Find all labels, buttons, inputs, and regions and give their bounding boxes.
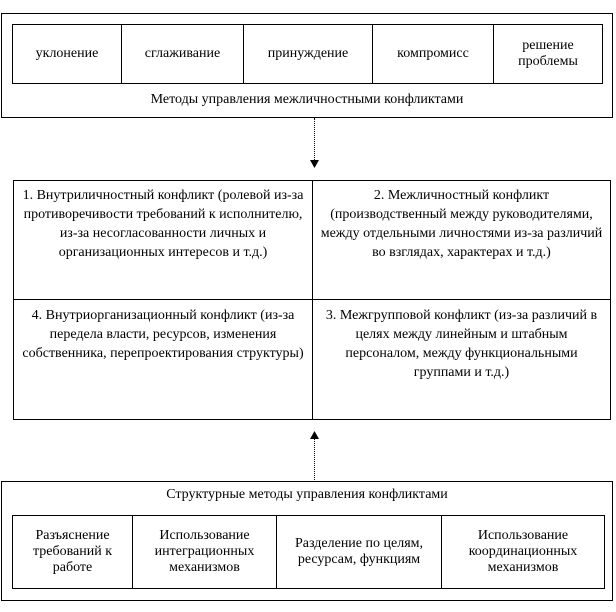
structural-methods-caption: Структурные методы управления конфликтами bbox=[166, 487, 448, 502]
method-separation-by-goals: Разделение по целям, ресурсам, функциям bbox=[276, 515, 442, 589]
conflict-intergroup: 3. Межгрупповой конфликт (из-за различий в целях между линейным и штабным персоналом, между функциональными группами и т.д.) bbox=[325, 308, 598, 380]
grid-horizontal-divider bbox=[13, 299, 611, 300]
arrow-up-line bbox=[314, 438, 315, 482]
method-avoidance: уклонение bbox=[12, 24, 122, 84]
method-smoothing: сглаживание bbox=[121, 24, 244, 84]
arrow-down-icon bbox=[310, 160, 319, 168]
conflict-interpersonal: 2. Межличностный конфликт (производственный между руководителями, между отдельными личностями из-за различий во взглядах, характерах и т.д.) bbox=[320, 188, 603, 260]
method-compromise: компромисс bbox=[372, 24, 494, 84]
arrow-down-line bbox=[314, 118, 315, 166]
method-coordination-mechanisms: Использование координационных механизмов bbox=[441, 515, 605, 589]
method-forcing: принуждение bbox=[243, 24, 373, 84]
method-problem-solving: решение проблемы bbox=[493, 24, 603, 84]
method-integration-mechanisms: Использование интеграционных механизмов bbox=[132, 515, 277, 589]
method-clarify-requirements: Разъяснение требований к работе bbox=[12, 515, 133, 589]
interpersonal-methods-caption: Методы управления межличностными конфликтами bbox=[150, 92, 464, 107]
conflict-intrapersonal: 1. Внутриличностный конфликт (ролевой из-за противоречивости требований к исполнителю, из-за несогласованности личных и организационных интересов и т.д.) bbox=[22, 188, 304, 260]
conflict-intraorganizational: 4. Внутриорганизационный конфликт (из-за передела власти, ресурсов, изменения собственника, перепроектирования структуры) bbox=[22, 308, 304, 361]
